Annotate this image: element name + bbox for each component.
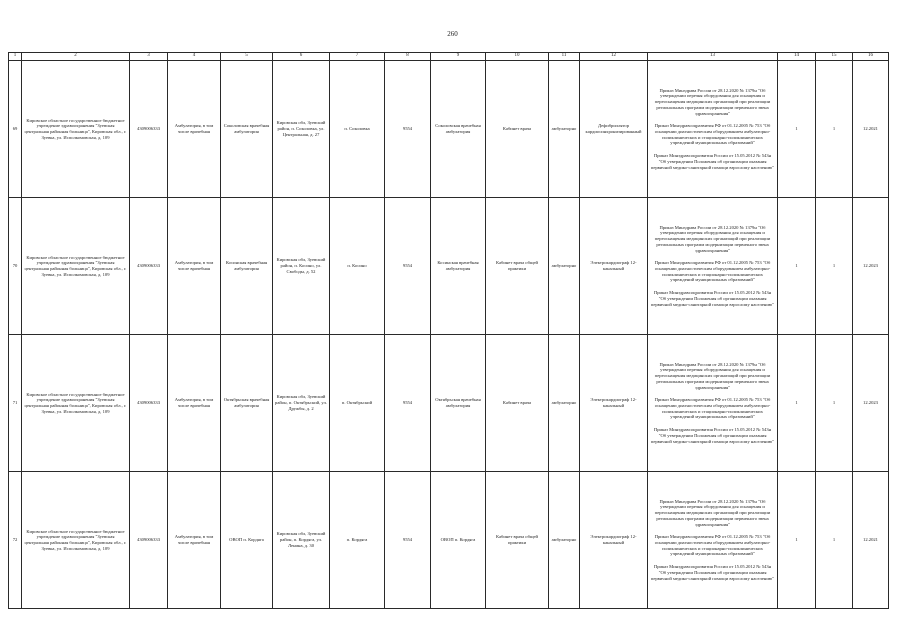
quantity-cell: 1 <box>778 335 816 472</box>
equipment-cell: Дефибриллятор кардиосинхронизированный <box>580 61 648 198</box>
column-header: 10 <box>486 53 549 61</box>
regulation-text: Приказ Минздрава России от 28.12.2020 № 1379н "Об утверждении перечня оборудования для оснащения и переоснащения медицинских организаций при реализации региональных программ модернизации первичного звена здравоохранения" <box>654 498 771 527</box>
regulation-docs-cell <box>648 472 778 609</box>
facility-type-cell: Амбулатория, в том числе врачебная <box>168 472 221 609</box>
row-number: 69 <box>9 61 22 198</box>
address-cell: Кировская обл, Зуевский район, п. Соколовка, ул. Центральная, д. 27 <box>273 61 330 198</box>
date-cell: 12.2021 <box>853 61 889 198</box>
regulation-docs-cell <box>648 335 778 472</box>
column-header: 13 <box>648 53 778 61</box>
row-number: 71 <box>9 335 22 472</box>
settlement-cell: п. Соколовка <box>330 61 385 198</box>
quantity-cell: 1 <box>816 61 853 198</box>
table-row <box>9 472 889 609</box>
column-header: 16 <box>853 53 889 61</box>
profile-cell: амбулаторно <box>549 335 580 472</box>
row-number: 72 <box>9 472 22 609</box>
regulation-text: Приказ Минздрава России от 28.12.2020 № 1379н "Об утверждении перечня оборудования для оснащения и переоснащения медицинских организаций при реализации региональных программ модернизации первичного звена здравоохранения" <box>654 361 771 390</box>
date-cell: 12.2023 <box>853 335 889 472</box>
organization-cell: Кировское областное государственное бюджетное учреждение здравоохранения "Зуевская центральная районная больница", Кировская обл., г. Зуевка, ул. Исполкомовская, д. 109 <box>22 198 130 335</box>
column-header: 9 <box>431 53 486 61</box>
population-cell: 9554 <box>385 335 431 472</box>
page-number: 260 <box>447 30 458 38</box>
column-number-row <box>9 53 889 61</box>
inn-cell: 4309006333 <box>130 472 168 609</box>
address-cell: Кировская обл, Зуевский район, п. Косино, ул. Свободы, д. 52 <box>273 198 330 335</box>
column-header: 6 <box>273 53 330 61</box>
equipment-cell: Электрокардиограф 12-канальный <box>580 198 648 335</box>
quantity-cell: 1 <box>778 61 816 198</box>
settlement-cell: п. Октябрьский <box>330 335 385 472</box>
quantity-cell: 1 <box>778 198 816 335</box>
table-row <box>9 198 889 335</box>
regulation-text: Приказ Минздравсоцразвития России от 15.05.2012 № 543н "Об утверждении Положения об организации оказания первичной медико-санитарной помощи взрослому населению" <box>650 427 775 444</box>
facility-type-cell: Амбулатория, в том числе врачебная <box>168 335 221 472</box>
organization-cell: Кировское областное государственное бюджетное учреждение здравоохранения "Зуевская центральная районная больница", Кировская обл., г. Зуевка, ул. Исполкомовская, д. 109 <box>22 472 130 609</box>
date-cell: 12.2021 <box>853 472 889 609</box>
quantity-cell: 1 <box>816 198 853 335</box>
quantity-cell: 1 <box>778 472 816 609</box>
regulation-text: Приказ Минздрава России от 28.12.2020 № 1379н "Об утверждении перечня оборудования для оснащения и переоснащения медицинских организаций при реализации региональных программ модернизации первичного звена здравоохранения" <box>654 87 771 116</box>
facility-type-cell: Амбулатория, в том числе врачебная <box>168 61 221 198</box>
equipment-cell: Электрокардиограф 12-канальный <box>580 335 648 472</box>
column-header: 4 <box>168 53 221 61</box>
column-header: 2 <box>22 53 130 61</box>
column-header: 8 <box>385 53 431 61</box>
unit-repeat-cell: Косинская врачебная амбулатория <box>431 198 486 335</box>
population-cell: 9554 <box>385 61 431 198</box>
unit-repeat-cell: Соколовская врачебная амбулатория <box>431 61 486 198</box>
unit-cell: Косинская врачебная амбулатория <box>221 198 273 335</box>
organization-cell: Кировское областное государственное бюджетное учреждение здравоохранения "Зуевская центральная районная больница", Кировская обл., г. Зуевка, ул. Исполкомовская, д. 109 <box>22 335 130 472</box>
date-cell: 12.2023 <box>853 198 889 335</box>
equipment-register-table <box>8 52 889 609</box>
quantity-cell: 1 <box>816 472 853 609</box>
column-header: 11 <box>549 53 580 61</box>
room-cell: Кабинет врача <box>486 61 549 198</box>
column-header: 12 <box>580 53 648 61</box>
unit-repeat-cell: ОВОП п. Кордяга <box>431 472 486 609</box>
settlement-cell: п. Косино <box>330 198 385 335</box>
profile-cell: амбулаторно <box>549 61 580 198</box>
settlement-cell: п. Кордяга <box>330 472 385 609</box>
equipment-cell: Электрокардиограф 12-канальный <box>580 472 648 609</box>
row-number: 70 <box>9 198 22 335</box>
regulation-text: Приказ Минздрава России от 28.12.2020 № 1379н "Об утверждении перечня оборудования для оснащения и переоснащения медицинских организаций при реализации региональных программ модернизации первичного звена здравоохранения" <box>654 224 771 253</box>
column-header: 5 <box>221 53 273 61</box>
regulation-text: Приказ Минздравсоцразвития РФ от 01.12.2005 № 753 "Об оснащении диагностическим оборудованием амбулаторно-поликлинических и стационарно-поликлинических учреждений муниципальных образований" <box>654 534 771 557</box>
regulation-docs-cell <box>648 61 778 198</box>
column-header: 1 <box>9 53 22 61</box>
room-cell: Кабинет врача <box>486 335 549 472</box>
unit-cell: Соколовская врачебная амбулатория <box>221 61 273 198</box>
column-header: 7 <box>330 53 385 61</box>
table-row <box>9 61 889 198</box>
profile-cell: амбулаторно <box>549 198 580 335</box>
regulation-text: Приказ Минздравсоцразвития России от 15.05.2012 № 543н "Об утверждении Положения об организации оказания первичной медико-санитарной помощи взрослому населению" <box>650 564 775 581</box>
regulation-text: Приказ Минздравсоцразвития РФ от 01.12.2005 № 753 "Об оснащении диагностическим оборудованием амбулаторно-поликлинических и стационарно-поликлинических учреждений муниципальных образований" <box>654 397 771 420</box>
regulation-text: Приказ Минздравсоцразвития России от 15.05.2012 № 543н "Об утверждении Положения об организации оказания первичной медико-санитарной помощи взрослому населению" <box>650 290 775 307</box>
regulation-text: Приказ Минздравсоцразвития России от 15.05.2012 № 543н "Об утверждении Положения об организации оказания первичной медико-санитарной помощи взрослому населению" <box>650 153 775 170</box>
population-cell: 9554 <box>385 198 431 335</box>
facility-type-cell: Амбулатория, в том числе врачебная <box>168 198 221 335</box>
table-row <box>9 335 889 472</box>
regulation-text: Приказ Минздравсоцразвития РФ от 01.12.2005 № 753 "Об оснащении диагностическим оборудованием амбулаторно-поликлинических и стационарно-поликлинических учреждений муниципальных образований" <box>654 123 771 146</box>
column-header: 3 <box>130 53 168 61</box>
profile-cell: амбулаторно <box>549 472 580 609</box>
inn-cell: 4309006333 <box>130 198 168 335</box>
inn-cell: 4309006333 <box>130 335 168 472</box>
address-cell: Кировская обл, Зуевский район, п. Октябрьский, ул. Дружбы, д. 2 <box>273 335 330 472</box>
unit-cell: Октябрьская врачебная амбулатория <box>221 335 273 472</box>
room-cell: Кабинет врача общей практики <box>486 472 549 609</box>
regulation-text: Приказ Минздравсоцразвития РФ от 01.12.2005 № 753 "Об оснащении диагностическим оборудованием амбулаторно-поликлинических и стационарно-поликлинических учреждений муниципальных образований" <box>654 260 771 283</box>
inn-cell: 4309006333 <box>130 61 168 198</box>
unit-repeat-cell: Октябрьская врачебная амбулатория <box>431 335 486 472</box>
regulation-docs-cell <box>648 198 778 335</box>
room-cell: Кабинет врача общей практики <box>486 198 549 335</box>
column-header: 14 <box>778 53 816 61</box>
column-header: 15 <box>816 53 853 61</box>
unit-cell: ОВОП п. Кордяга <box>221 472 273 609</box>
population-cell: 9554 <box>385 472 431 609</box>
quantity-cell: 1 <box>816 335 853 472</box>
address-cell: Кировская обл, Зуевский район, п. Кордяга, ул. Ленина, д. 30 <box>273 472 330 609</box>
organization-cell: Кировское областное государственное бюджетное учреждение здравоохранения "Зуевская центральная районная больница", Кировская обл., г. Зуевка, ул. Исполкомовская, д. 109 <box>22 61 130 198</box>
